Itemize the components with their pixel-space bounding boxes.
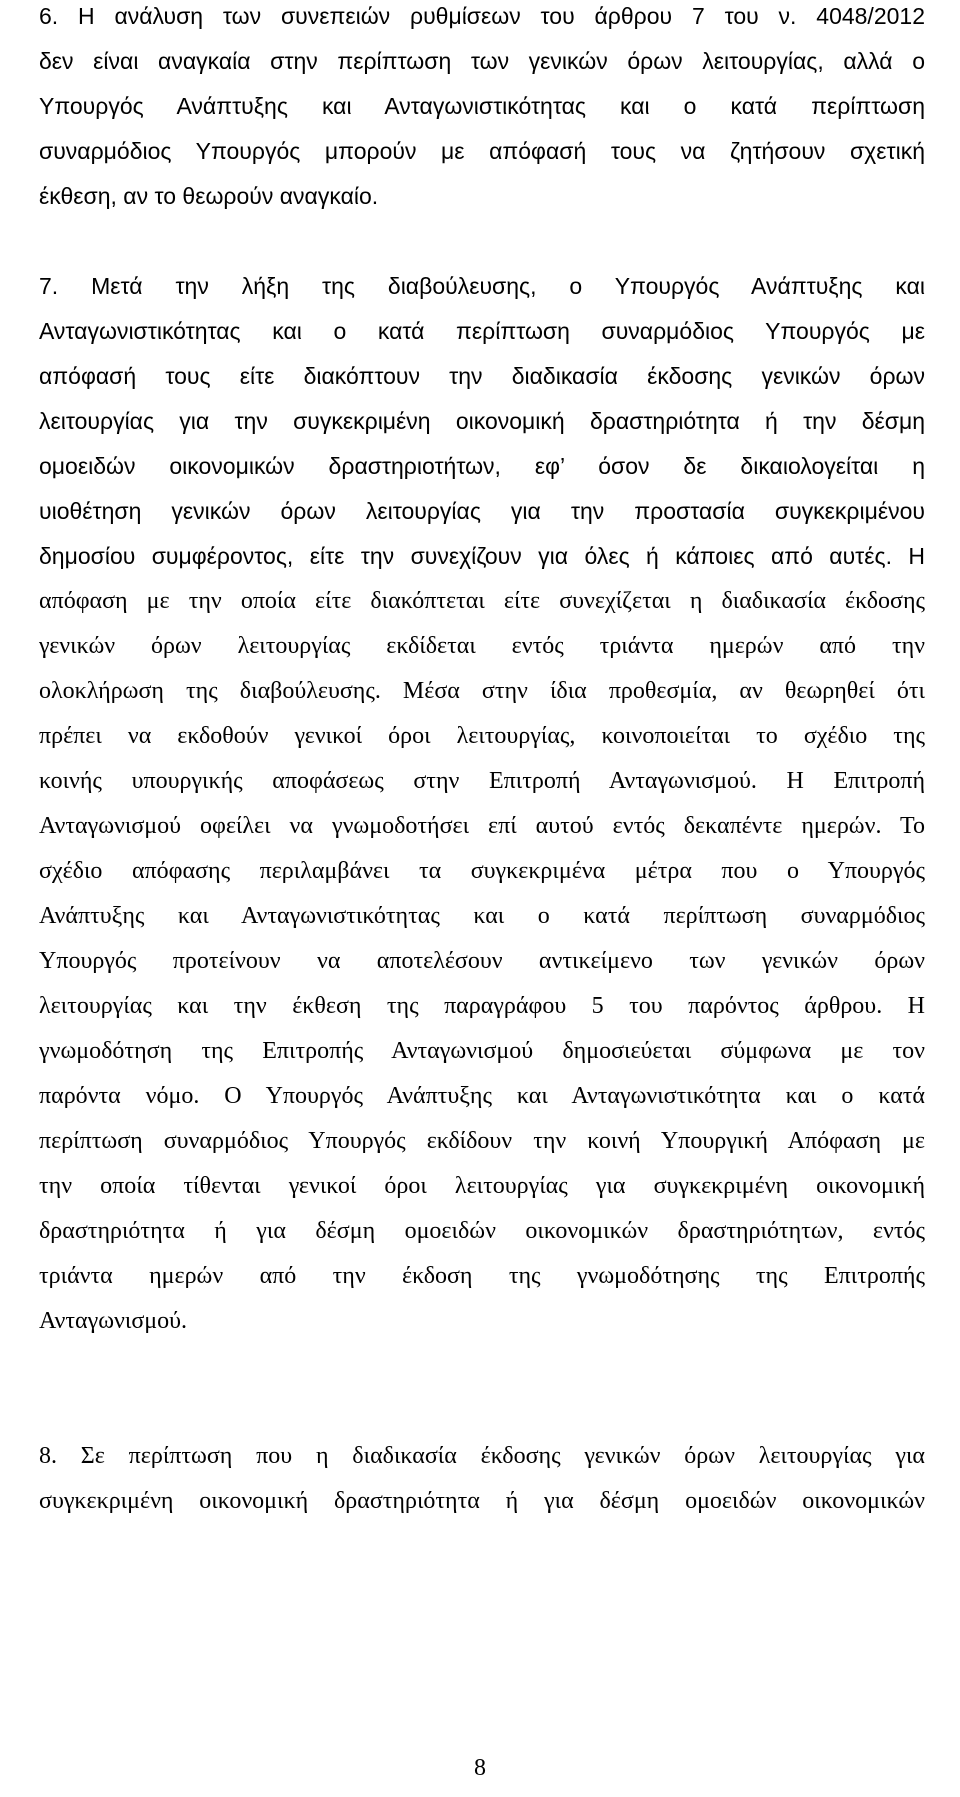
paragraph-line: Ανταγωνιστικότητας και ο κατά περίπτωση συναρμόδιος Υπουργός με xyxy=(39,318,925,344)
paragraph-line: δημοσίου συμφέροντος, είτε την συνεχίζουν για όλες ή κάποιες από αυτές. Η xyxy=(39,543,925,569)
paragraph-line: κοινής υπουργικής αποφάσεως στην Επιτροπή Ανταγωνισμού. Η Επιτροπή xyxy=(39,768,925,794)
paragraph-line: Υπουργός Ανάπτυξης και Ανταγωνιστικότητας και ο κατά περίπτωση xyxy=(39,93,925,119)
paragraph-line: πρέπει να εκδοθούν γενικοί όροι λειτουργίας, κοινοποιείται το σχέδιο της xyxy=(39,723,925,749)
paragraph-line: παρόντα νόμο. Ο Υπουργός Ανάπτυξης και Ανταγωνιστικότητα και ο κατά xyxy=(39,1083,925,1109)
paragraph-line: συναρμόδιος Υπουργός μπορούν με απόφασή τους να ζητήσουν σχετική xyxy=(39,138,925,164)
page-number: 8 xyxy=(474,1755,486,1781)
paragraph-line: 6. Η ανάλυση των συνεπειών ρυθμίσεων του άρθρου 7 του ν. 4048/2012 xyxy=(39,3,925,29)
paragraph-line: Υπουργός προτείνουν να αποτελέσουν αντικείμενο των γενικών όρων xyxy=(39,948,925,974)
paragraph-line: ομοειδών οικονομικών δραστηριοτήτων, εφ’ όσον δε δικαιολογείται η xyxy=(39,453,925,479)
paragraph-line: 7. Μετά την λήξη της διαβούλευσης, ο Υπουργός Ανάπτυξης και xyxy=(39,273,925,299)
paragraph-line: την οποία τίθενται γενικοί όροι λειτουργίας για συγκεκριμένη οικονομική xyxy=(39,1173,925,1199)
paragraph-line: 8. Σε περίπτωση που η διαδικασία έκδοσης γενικών όρων λειτουργίας για xyxy=(39,1443,925,1469)
paragraph-line: υιοθέτηση γενικών όρων λειτουργίας για την προστασία συγκεκριμένου xyxy=(39,498,925,524)
paragraph-line: έκθεση, αν το θεωρούν αναγκαίο. xyxy=(39,183,379,209)
paragraph-line: περίπτωση συναρμόδιος Υπουργός εκδίδουν την κοινή Υπουργική Απόφαση με xyxy=(39,1128,925,1154)
paragraph-line: συγκεκριμένη οικονομική δραστηριότητα ή για δέσμη ομοειδών οικονομικών xyxy=(39,1488,925,1514)
paragraph-line: Ανταγωνισμού. xyxy=(39,1308,188,1334)
paragraph-line: απόφαση με την οποία είτε διακόπτεται είτε συνεχίζεται η διαδικασία έκδοσης xyxy=(39,588,925,614)
paragraph-line: ολοκλήρωση της διαβούλευσης. Μέσα στην ίδια προθεσμία, αν θεωρηθεί ότι xyxy=(39,678,925,704)
paragraph-line: απόφασή τους είτε διακόπτουν την διαδικασία έκδοσης γενικών όρων xyxy=(39,363,925,389)
paragraph-line: σχέδιο απόφασης περιλαμβάνει τα συγκεκριμένα μέτρα που ο Υπουργός xyxy=(39,858,925,884)
paragraph-line: Ανταγωνισμού οφείλει να γνωμοδοτήσει επί αυτού εντός δεκαπέντε ημερών. Το xyxy=(39,813,925,839)
paragraph-line: λειτουργίας για την συγκεκριμένη οικονομική δραστηριότητα ή την δέσμη xyxy=(39,408,925,434)
paragraph-line: δραστηριότητα ή για δέσμη ομοειδών οικονομικών δραστηριότητων, εντός xyxy=(39,1218,925,1244)
paragraph-line: λειτουργίας και την έκθεση της παραγράφου 5 του παρόντος άρθρου. Η xyxy=(39,993,925,1019)
paragraph-line: Ανάπτυξης και Ανταγωνιστικότητας και ο κατά περίπτωση συναρμόδιος xyxy=(39,903,925,929)
paragraph-line: τριάντα ημερών από την έκδοση της γνωμοδότησης της Επιτροπής xyxy=(39,1263,925,1289)
paragraph-line: δεν είναι αναγκαία στην περίπτωση των γενικών όρων λειτουργίας, αλλά ο xyxy=(39,48,925,74)
paragraph-line: γενικών όρων λειτουργίας εκδίδεται εντός τριάντα ημερών από την xyxy=(39,633,925,659)
paragraph-line: γνωμοδότηση της Επιτροπής Ανταγωνισμού δημοσιεύεται σύμφωνα με τον xyxy=(39,1038,925,1064)
